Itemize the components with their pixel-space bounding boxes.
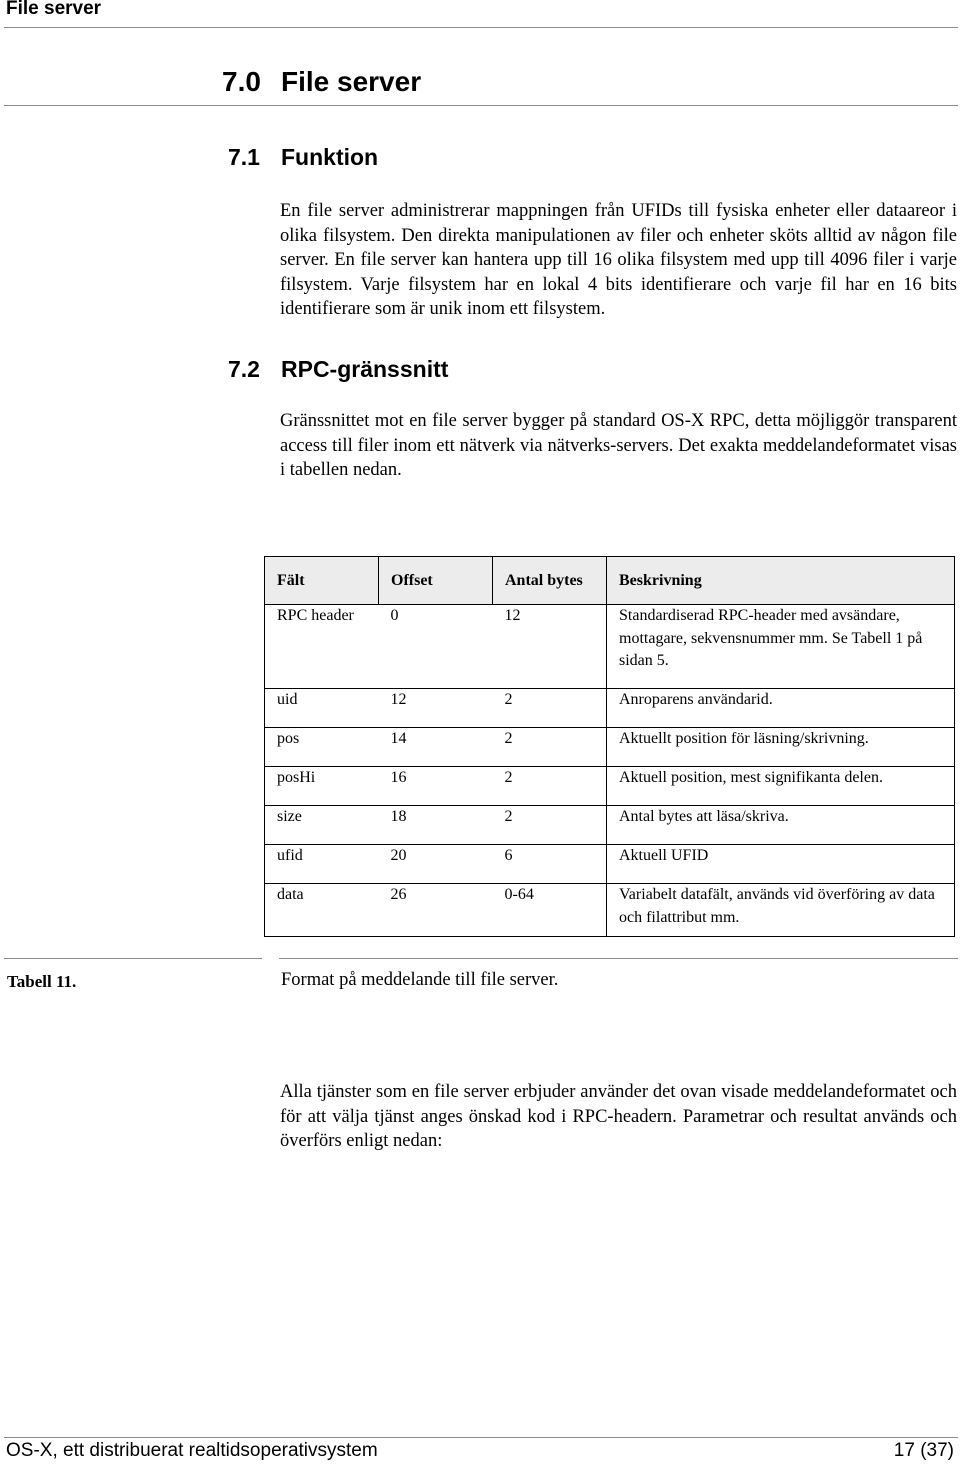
footer-document-title: OS-X, ett distribuerat realtidsoperativsystem xyxy=(6,1440,378,1461)
subsection-number: 7.1 xyxy=(228,144,260,170)
table-cell: 12 xyxy=(493,605,607,689)
table-cell: posHi xyxy=(265,767,379,806)
subsection-number: 7.2 xyxy=(228,356,260,382)
subsection-title: Funktion xyxy=(281,144,379,170)
table-caption-label: Tabell 11. xyxy=(7,972,77,991)
table-header-cell: Offset xyxy=(379,557,493,605)
table-cell: 12 xyxy=(379,689,493,728)
subsection-title: RPC-gränssnitt xyxy=(281,356,449,382)
table-row xyxy=(265,806,955,845)
table-cell: pos xyxy=(265,728,379,767)
table-cell: 20 xyxy=(379,845,493,884)
table-cell: 6 xyxy=(493,845,607,884)
table-cell: Aktuell position, mest signifikanta delen. xyxy=(607,767,955,806)
section-title: File server xyxy=(281,66,422,97)
table-row xyxy=(265,845,955,884)
table-cell: Antal bytes att läsa/skriva. xyxy=(607,806,955,845)
table-cell: 26 xyxy=(379,884,493,937)
caption-rule-left xyxy=(4,958,262,959)
table-cell: size xyxy=(265,806,379,845)
table-row xyxy=(265,728,955,767)
table-row xyxy=(265,689,955,728)
table-caption-text: Format på meddelande till file server. xyxy=(281,970,559,990)
table-cell: 14 xyxy=(379,728,493,767)
funktion-paragraph: En file server administrerar mappningen från UFIDs till fysiska enheter eller dataareor i olika filsystem. Den direkta manipulationen av filer och enheter sköts alltid av någon file server. En file server kan hantera upp till 16 olika filsystem med upp till 4096 filer i varje filsystem. Varje filsystem har en lokal 4 bits identifierare och varje fil har en 16 bits identifierare som är unik inom ett filsystem. xyxy=(280,201,957,319)
section-number: 7.0 xyxy=(222,66,261,97)
table-cell: 0-64 xyxy=(493,884,607,937)
table-cell: Anroparens användarid. xyxy=(607,689,955,728)
table-header-cell: Antal bytes xyxy=(493,557,607,605)
section-rule xyxy=(4,105,958,106)
table-cell: 0 xyxy=(379,605,493,689)
header-rule xyxy=(4,27,958,28)
table-cell: Aktuellt position för läsning/skrivning. xyxy=(607,728,955,767)
footer-page-number: 17 (37) xyxy=(893,1440,954,1461)
table-cell: uid xyxy=(265,689,379,728)
table-row xyxy=(265,605,955,689)
table-cell: data xyxy=(265,884,379,937)
table-header-row xyxy=(265,557,955,605)
running-header-title: File server xyxy=(6,0,102,19)
table-cell: Standardiserad RPC-header med avsändare, mottagare, sekvensnummer mm. Se Tabell 1 på sidan 5. xyxy=(607,605,955,689)
table-header-cell: Beskrivning xyxy=(607,557,955,605)
rpc-paragraph: Gränssnittet mot en file server bygger på standard OS-X RPC, detta möjliggör transparent access till filer inom ett nätverk via nätverks-servers. Det exakta meddelandeformatet visas i tabellen nedan. xyxy=(280,411,957,480)
table-cell: Variabelt datafält, används vid överföring av data och filattribut mm. xyxy=(607,884,955,937)
table-cell: ufid xyxy=(265,845,379,884)
table-cell: 2 xyxy=(493,806,607,845)
caption-rule-right xyxy=(279,958,958,959)
table-cell: 2 xyxy=(493,767,607,806)
table-cell: 16 xyxy=(379,767,493,806)
footer-rule xyxy=(4,1437,958,1438)
table-cell: 2 xyxy=(493,689,607,728)
closing-paragraph: Alla tjänster som en file server erbjuder använder det ovan visade meddelandeformatet och för att välja tjänst anges önskad kod i RPC-headern. Parametrar och resultat används och överförs enligt nedan: xyxy=(280,1082,957,1151)
table-cell: 18 xyxy=(379,806,493,845)
table-cell: Aktuell UFID xyxy=(607,845,955,884)
table-cell: 2 xyxy=(493,728,607,767)
table-cell: RPC header xyxy=(265,605,379,689)
table-row xyxy=(265,884,955,937)
table-header-cell: Fält xyxy=(265,557,379,605)
table-row xyxy=(265,767,955,806)
message-format-table xyxy=(264,556,955,937)
